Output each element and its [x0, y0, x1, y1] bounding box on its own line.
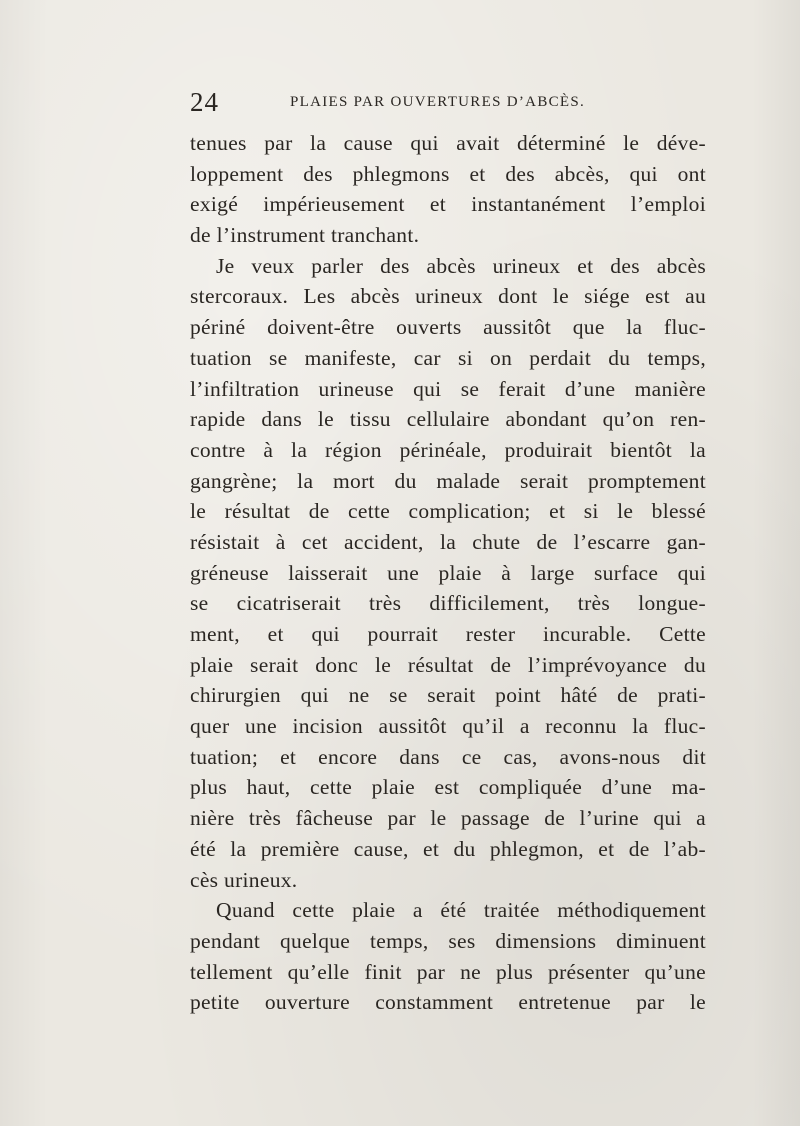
text-line: résistait à cet accident, la chute de l’escarre gan-	[190, 529, 706, 554]
text-line: tuation se manifeste, car si on perdait du temps,	[190, 345, 706, 370]
text-line: plaie serait donc le résultat de l’imprévoyance du	[190, 652, 706, 677]
text-line: chirurgien qui ne se serait point hâté de prati-	[190, 683, 706, 708]
text-line: périné doivent-être ouverts aussitôt que la fluc-	[190, 315, 706, 340]
body-text	[190, 128, 706, 1018]
text-line: tellement qu’elle finit par ne plus présenter qu’une	[190, 959, 706, 984]
text-line: quer une incision aussitôt qu’il a reconnu la fluc-	[190, 714, 706, 739]
text-line: le résultat de cette complication; et si le blessé	[190, 499, 706, 524]
text-line: Quand cette plaie a été traitée méthodiquement	[216, 898, 706, 923]
text-line: été la première cause, et du phlegmon, et de l’ab-	[190, 836, 706, 861]
text-line: contre à la région périnéale, produirait bientôt la	[190, 437, 706, 462]
text-line: l’infiltration urineuse qui se ferait d’une manière	[190, 376, 706, 401]
text-line: nière très fâcheuse par le passage de l’urine qui a	[190, 806, 706, 831]
text-line: exigé impérieusement et instantanément l’emploi	[190, 192, 706, 217]
text-line: tenues par la cause qui avait déterminé le déve-	[190, 131, 706, 155]
text-line: Je veux parler des abcès urineux et des abcès	[216, 253, 706, 278]
text-line: petite ouverture constamment entretenue par le	[190, 990, 706, 1015]
running-head: PLAIES PAR OUVERTURES D’ABCÈS.	[290, 94, 586, 110]
text-line: plus haut, cette plaie est compliquée d’une ma-	[190, 775, 706, 800]
text-line: stercoraux. Les abcès urineux dont le siége est au	[190, 284, 706, 309]
text-line: cès urineux.	[190, 867, 298, 892]
text-line: gangrène; la mort du malade serait promptement	[190, 468, 706, 493]
text-line: gréneuse laisserait une plaie à large surface qui	[190, 560, 706, 585]
text-line: rapide dans le tissu cellulaire abondant qu’on ren-	[190, 407, 706, 432]
text-line: se cicatriserait très difficilement, très longue-	[190, 591, 706, 616]
text-line: de l’instrument tranchant.	[190, 223, 420, 248]
page-number: 24	[190, 87, 219, 117]
text-line: loppement des phlegmons et des abcès, qui ont	[190, 161, 706, 186]
text-line: ment, et qui pourrait rester incurable. Cette	[190, 622, 706, 646]
page-header	[190, 88, 710, 116]
text-line: pendant quelque temps, ses dimensions diminuent	[190, 928, 706, 953]
text-line: tuation; et encore dans ce cas, avons-nous dit	[190, 744, 706, 769]
